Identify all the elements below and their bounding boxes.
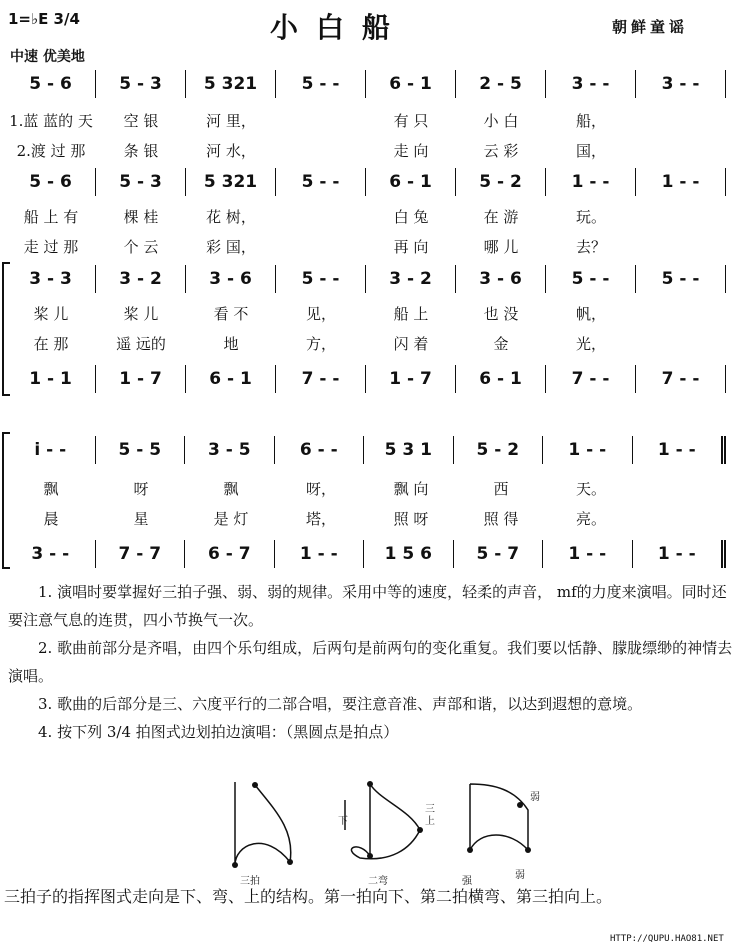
measure: 5 3 1	[364, 436, 454, 464]
measure: 3 - 6	[456, 265, 546, 293]
lyric-cell: 走 过 那	[23, 238, 79, 256]
measure: 6 - -	[275, 436, 365, 464]
lyric-cell: 飘	[223, 480, 239, 498]
lyric-cell: 见，	[305, 305, 336, 323]
measure: 1 - -	[633, 540, 727, 568]
system-brace	[2, 262, 10, 396]
lyric-cell: 棵 桂	[123, 208, 159, 226]
measure: 5 321	[186, 168, 276, 196]
lyric-cell: 白 兔	[393, 208, 429, 226]
lyric-cell	[636, 333, 726, 355]
measure: 1 - -	[543, 436, 633, 464]
lyric-cell: 晨	[43, 510, 59, 528]
lyric-cell: 桨 儿	[33, 305, 69, 323]
measure: 3 - 2	[96, 265, 186, 293]
system-brace	[2, 432, 10, 569]
lyric-cell: 再 向	[393, 238, 429, 256]
lyric-cell: 闪 着	[393, 335, 429, 353]
measure: 5 - 3	[96, 70, 186, 98]
lyric-cell: 是 灯	[213, 510, 249, 528]
measure: 5 - 5	[96, 436, 186, 464]
measure: 1 - -	[636, 168, 726, 196]
measure: 5 - 6	[6, 70, 96, 98]
lyric-cell: 空 银	[123, 112, 159, 130]
lyric-cell: 桨 儿	[123, 305, 159, 323]
measure: 5 - -	[276, 265, 366, 293]
lyric-cell: 遥 远的	[116, 335, 166, 353]
lyric-cell	[276, 110, 366, 132]
lyric-cell: 金	[493, 335, 509, 353]
lyric-cell: 船，	[575, 112, 606, 130]
measure: 7 - -	[636, 365, 726, 393]
measure: 1 - -	[546, 168, 636, 196]
lower-voice-row	[6, 365, 726, 393]
lyric-cell: 光，	[575, 335, 606, 353]
lyrics-verse-2	[6, 236, 726, 258]
diagram-label: 强	[462, 876, 472, 887]
note-paragraph: 3. 歌曲的后部分是三、六度平行的二部合唱，要注意音准、声部和谐，以达到遐想的意境。	[38, 695, 643, 713]
measure: 6 - 7	[185, 540, 275, 568]
lyrics-verse-1	[6, 478, 726, 500]
caption: 三拍子的指挥图式走向是下、弯、上的结构。第一拍向下、第二拍横弯、第三拍向上。	[4, 887, 613, 906]
note-paragraph: 4. 按下列 3/4 拍图式边划拍边演唱：（黑圆点是拍点）	[38, 723, 399, 741]
lyric-cell	[636, 206, 726, 228]
lyric-cell: 也 没	[483, 305, 519, 323]
measure: 3 - 6	[186, 265, 276, 293]
measure: 6 - 1	[366, 168, 456, 196]
lyric-cell: 亮。	[575, 510, 606, 528]
lyrics-verse-2	[6, 140, 726, 162]
measure: 7 - 7	[96, 540, 186, 568]
note-paragraph: 2. 歌曲前部分是齐唱，由四个乐句组成，后两句是前两句的变化重复。我们要以恬静、朦胧缥缈的神情去演唱。	[8, 639, 733, 685]
lyric-cell: 小 白	[483, 112, 519, 130]
lyric-cell: 西	[493, 480, 509, 498]
measure: 5 - 7	[454, 540, 544, 568]
measure: 5 321	[186, 70, 276, 98]
lyric-cell: 去？	[575, 238, 606, 256]
lyric-cell: 地	[223, 335, 239, 353]
lyric-cell: 呀，	[305, 480, 336, 498]
lower-voice-row	[6, 540, 726, 568]
diagram-label: 弱	[515, 870, 525, 881]
lyric-cell	[276, 236, 366, 258]
measure: 3 - -	[636, 70, 726, 98]
measure: 1 - 1	[6, 365, 96, 393]
measure: i - -	[6, 436, 96, 464]
notes-row	[6, 168, 726, 196]
lyrics-verse-2	[6, 333, 726, 355]
lyric-cell: 条 银	[123, 142, 159, 160]
lyric-cell: 船 上	[393, 305, 429, 323]
measure: 5 - -	[636, 265, 726, 293]
lyric-cell: 塔，	[305, 510, 336, 528]
lyric-cell: 走 向	[393, 142, 429, 160]
lyric-cell: 照 得	[483, 510, 519, 528]
lyric-cell	[636, 140, 726, 162]
measure: 5 - 2	[456, 168, 546, 196]
measure: 6 - 1	[186, 365, 276, 393]
lyric-cell: 个 云	[123, 238, 159, 256]
measure: 3 - 2	[366, 265, 456, 293]
diagram-label: 下	[338, 816, 348, 827]
lyric-cell: 飘	[43, 480, 59, 498]
lyric-cell: 国，	[575, 142, 606, 160]
measure: 3 - 3	[6, 265, 96, 293]
lyric-cell: 河 里，	[206, 112, 256, 130]
lyric-cell	[636, 478, 726, 500]
lyric-cell: 1.蓝 蓝的 天	[9, 112, 93, 130]
lyric-cell: 哪 儿	[483, 238, 519, 256]
lyrics-verse-1	[6, 206, 726, 228]
measure: 5 - -	[276, 70, 366, 98]
lyric-cell: 飘 向	[393, 480, 429, 498]
page-title: 小白船	[270, 11, 409, 44]
lyric-cell: 方，	[305, 335, 336, 353]
lyrics-verse-2	[6, 508, 726, 530]
composer: 朝鲜童谣	[612, 18, 689, 36]
lyric-cell	[636, 110, 726, 132]
lyric-cell: 照 呀	[393, 510, 429, 528]
measure: 1 - -	[633, 436, 727, 464]
lyric-cell: 玩。	[575, 208, 606, 226]
measure: 5 - -	[276, 168, 366, 196]
measure: 1 - 7	[96, 365, 186, 393]
measure: 1 - -	[275, 540, 365, 568]
notes-row	[6, 436, 726, 464]
measure: 7 - -	[276, 365, 366, 393]
lyric-cell: 花 树，	[206, 208, 256, 226]
measure: 1 - -	[543, 540, 633, 568]
lyric-cell: 天。	[575, 480, 606, 498]
diagram-label: 二弯	[368, 876, 388, 887]
performance-notes	[8, 578, 734, 746]
lyric-cell: 云 彩	[483, 142, 519, 160]
measure: 1 5 6	[364, 540, 454, 568]
lyric-cell: 星	[133, 510, 149, 528]
lyric-cell: 有 只	[393, 112, 429, 130]
lyric-cell: 2.渡 过 那	[16, 142, 86, 160]
lyric-cell	[276, 206, 366, 228]
lyrics-verse-1	[6, 303, 726, 325]
measure: 7 - -	[546, 365, 636, 393]
measure: 5 - 6	[6, 168, 96, 196]
diagram-label: 三拍	[240, 876, 260, 887]
measure: 5 - -	[546, 265, 636, 293]
measure: 3 - -	[546, 70, 636, 98]
lyric-cell: 呀	[133, 480, 149, 498]
measure: 5 - 2	[454, 436, 544, 464]
key-signature: 1=♭E 3/4	[8, 10, 80, 28]
measure: 6 - 1	[366, 70, 456, 98]
lyric-cell	[636, 303, 726, 325]
lyric-cell	[276, 140, 366, 162]
lyric-cell: 彩 国，	[206, 238, 256, 256]
lyric-cell: 看 不	[213, 305, 249, 323]
notes-row	[6, 70, 726, 98]
note-paragraph: 1. 演唱时要掌握好三拍子强、弱、弱的规律。采用中等的速度，轻柔的声音， mf的力度来演唱。同时还要注意气息的连贯，四小节换气一次。	[8, 583, 727, 629]
measure: 5 - 3	[96, 168, 186, 196]
measure: 3 - 5	[185, 436, 275, 464]
measure: 2 - 5	[456, 70, 546, 98]
lyric-cell: 船 上 有	[23, 208, 79, 226]
measure: 3 - -	[6, 540, 96, 568]
notes-row	[6, 265, 726, 293]
lyric-cell: 在 那	[33, 335, 69, 353]
lyrics-verse-1	[6, 110, 726, 132]
lyric-cell	[636, 508, 726, 530]
lyric-cell: 河 水，	[206, 142, 256, 160]
measure: 6 - 1	[456, 365, 546, 393]
site-watermark: HTTP://QUPU.HAO81.NET	[610, 934, 724, 944]
diagram-label: 上	[425, 816, 435, 827]
tempo-marking: 中速 优美地	[10, 49, 85, 65]
diagram-label: 弱	[530, 792, 540, 803]
diagram-label: 三	[425, 804, 435, 815]
lyric-cell: 在 游	[483, 208, 519, 226]
lyric-cell: 帆，	[575, 305, 606, 323]
measure: 1 - 7	[366, 365, 456, 393]
lyric-cell	[636, 236, 726, 258]
